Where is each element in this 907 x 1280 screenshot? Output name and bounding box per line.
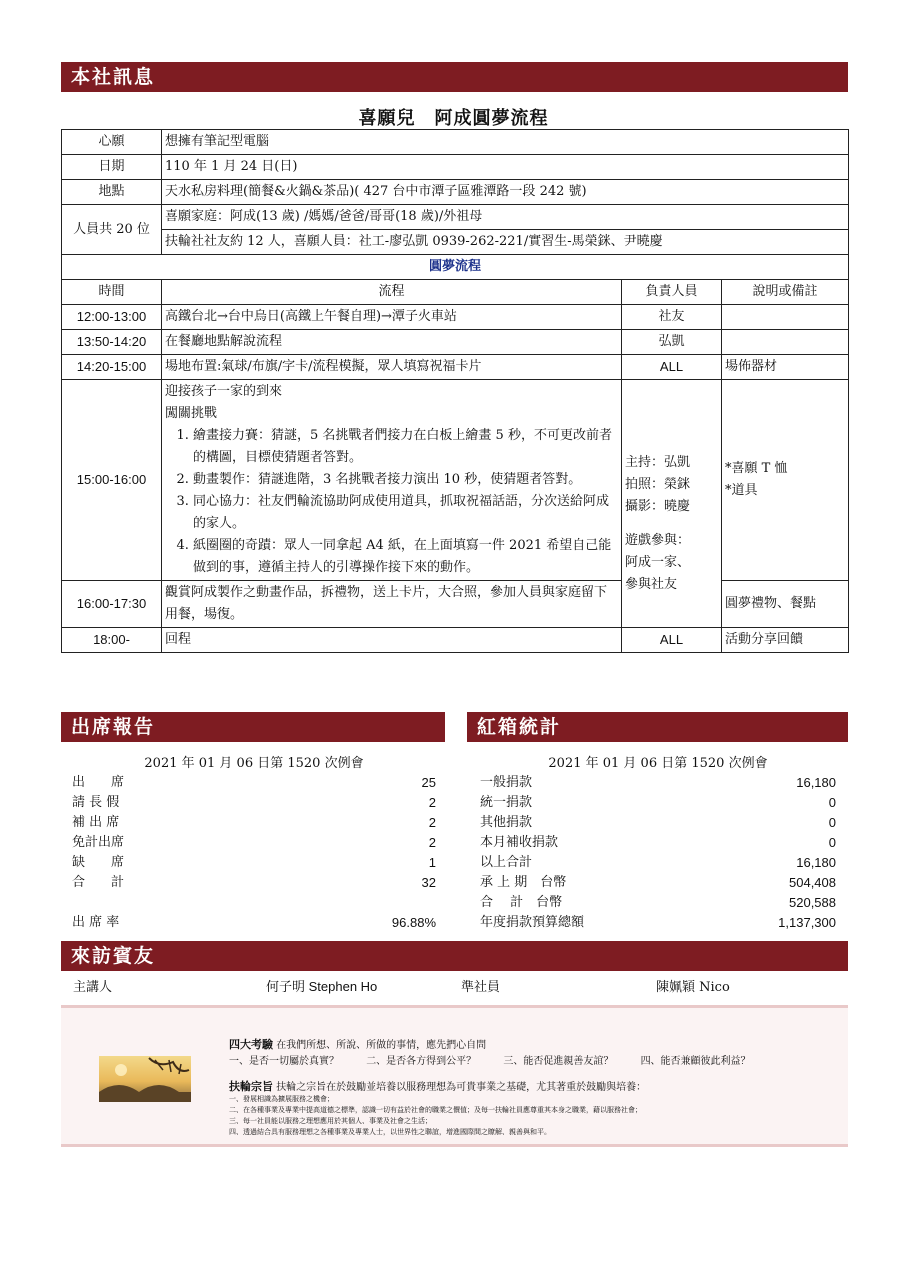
section-header-news: 本社訊息 xyxy=(61,62,848,92)
col-header-time: 時間 xyxy=(62,280,162,305)
member-name: 陳姵穎 Nico xyxy=(656,980,730,995)
table-row-main xyxy=(62,380,849,581)
list-item xyxy=(72,773,436,793)
stat-label: 免計出席 xyxy=(72,835,125,850)
section-header-attendance: 出席報告 xyxy=(61,712,445,742)
flow-intro: 闖關挑戰 xyxy=(165,406,218,421)
attendance-meeting: 2021 年 01 月 06 日第 1520 次例會 xyxy=(144,756,364,771)
table-row xyxy=(62,581,849,628)
row-time: 18:00- xyxy=(62,628,162,653)
person-line: 參與社友 xyxy=(625,577,678,592)
list-item: 3. 同心協力：社友們輪流協助阿成使用道具，抓取祝福話語，分次送給阿成的家人。 xyxy=(193,491,618,535)
stat-value: 16,180 xyxy=(796,775,836,790)
donation-meeting: 2021 年 01 月 06 日第 1520 次例會 xyxy=(548,756,768,771)
row-note-main xyxy=(722,380,849,581)
list-item: 4. 紙圈圈的奇蹟：眾人一同拿起 A4 紙，在上面填寫一件 2021 希望自己能做到的事，遵循主持人的引導操作接下來的動作。 xyxy=(193,535,618,579)
four-way-questions xyxy=(229,1052,775,1067)
challenge-list xyxy=(165,425,618,579)
row-time: 15:00-16:00 xyxy=(62,380,162,581)
stat-value: 2 xyxy=(428,835,436,850)
table-row xyxy=(62,330,849,355)
plan-table xyxy=(61,129,849,653)
list-item xyxy=(480,913,836,933)
stat-label: 以上合計 xyxy=(480,855,533,870)
stat-value: 16,180 xyxy=(796,855,836,870)
row-person: 社友 xyxy=(622,305,722,330)
object-intro: 扶輪之宗旨在於鼓勵並培養以服務理想為可貴事業之基礎，尤其著重於鼓勵與培養： xyxy=(276,1082,647,1093)
stat-value: 504,408 xyxy=(789,875,836,890)
row-person: 弘凱 xyxy=(622,330,722,355)
section-header-visitors: 來訪賓友 xyxy=(61,941,848,971)
people-staff: 扶輪社社友約 12 人，喜願人員：社工-廖弘凱 0939-262-221/實習生-馬榮銤、尹曉慶 xyxy=(162,230,849,255)
speaker-label: 主講人 xyxy=(73,980,113,995)
col-header-flow: 流程 xyxy=(162,280,622,305)
list-item: 一、發展相識為擴展服務之機會； xyxy=(229,1095,334,1103)
col-header-note: 說明或備註 xyxy=(722,280,849,305)
row-time: 13:50-14:20 xyxy=(62,330,162,355)
wish-label: 心願 xyxy=(62,130,162,155)
note-line: *喜願 T 恤 xyxy=(725,461,788,476)
list-item xyxy=(72,833,436,853)
stat-label: 出 席 率 xyxy=(72,915,120,930)
row-flow: 觀賞阿成製作之動畫作品，拆禮物，送上卡片，大合照，參加人員與家庭留下用餐，場復。 xyxy=(162,581,622,628)
list-item: 2. 動畫製作：猜謎進階，3 名挑戰者接力演出 10 秒，使猜題者答對。 xyxy=(193,469,618,491)
stat-value: 25 xyxy=(421,775,436,790)
stat-label: 年度捐款預算總額 xyxy=(480,915,585,930)
list-item xyxy=(72,853,436,873)
list-item xyxy=(480,813,836,833)
attendance-report xyxy=(72,752,436,933)
date-value: 110 年 1 月 24 日(日) xyxy=(162,155,849,180)
stat-value: 96.88% xyxy=(391,915,436,930)
people-label: 人員共 20 位 xyxy=(62,205,162,255)
stat-label: 一般捐款 xyxy=(480,775,533,790)
stat-value: 0 xyxy=(828,835,836,850)
list-item: 三、能否促進親善友誼？ xyxy=(503,1056,614,1067)
list-item: 三、每一社員能以服務之理想應用於其個人、事業及社會之生活； xyxy=(229,1117,432,1125)
row-person-main xyxy=(622,380,722,628)
row-note: 活動分享回饋 xyxy=(722,628,849,653)
flow-intro: 迎接孩子一家的到來 xyxy=(165,384,283,399)
person-line: 攝影：曉慶 xyxy=(625,499,691,514)
four-way-title: 四大考驗 xyxy=(229,1038,273,1051)
object-of-rotary xyxy=(229,1078,646,1094)
list-item: 二、是否各方得到公平？ xyxy=(366,1056,477,1067)
date-label: 日期 xyxy=(62,155,162,180)
stat-label: 其他捐款 xyxy=(480,815,533,830)
object-items xyxy=(229,1094,642,1138)
stat-label: 本月補收捐款 xyxy=(480,835,559,850)
row-flow: 回程 xyxy=(162,628,622,653)
row-flow: 場地布置:氣球/布旗/字卡/流程模擬，眾人填寫祝福卡片 xyxy=(162,355,622,380)
list-item xyxy=(480,873,836,893)
place-label: 地點 xyxy=(62,180,162,205)
four-way-test xyxy=(229,1036,486,1052)
stat-value: 2 xyxy=(428,795,436,810)
table-row xyxy=(62,305,849,330)
bridge-icon xyxy=(99,1056,191,1102)
people-family: 喜願家庭：阿成(13 歲) /媽媽/爸爸/哥哥(18 歲)/外祖母 xyxy=(162,205,849,230)
row-time: 16:00-17:30 xyxy=(62,581,162,628)
person-line: 阿成一家、 xyxy=(625,555,691,570)
list-item xyxy=(480,893,836,913)
person-line: 拍照：榮銤 xyxy=(625,477,691,492)
list-item: 1. 繪畫接力賽：猜謎，5 名挑戰者們接力在白板上繪畫 5 秒，不可更改前者的構圖，目標使猜題者答對。 xyxy=(193,425,618,469)
list-item xyxy=(480,793,836,813)
list-item: 四、透過結合具有服務理想之各種事業及專業人士，以世界性之聯誼，增進國際間之瞭解、親善與和平。 xyxy=(229,1128,551,1136)
table-row xyxy=(62,355,849,380)
row-flow-main xyxy=(162,380,622,581)
row-person: ALL xyxy=(622,355,722,380)
list-item: 一、是否一切屬於真實？ xyxy=(229,1056,339,1067)
table-row xyxy=(62,628,849,653)
attendance-rate xyxy=(72,913,436,933)
stat-value: 1 xyxy=(428,855,436,870)
row-note: 圓夢禮物、餐點 xyxy=(722,581,849,628)
stat-label: 缺 席 xyxy=(72,855,125,870)
stat-label: 合 計 xyxy=(72,875,125,890)
stat-label: 統一捐款 xyxy=(480,795,533,810)
row-person: ALL xyxy=(622,628,722,653)
stat-label: 補 出 席 xyxy=(72,815,120,830)
stat-label: 請 長 假 xyxy=(72,795,120,810)
stat-value: 0 xyxy=(828,795,836,810)
stat-value: 2 xyxy=(428,815,436,830)
stat-label: 出 席 xyxy=(72,775,125,790)
four-way-intro: 在我們所想、所說、所做的事情，應先捫心自問 xyxy=(276,1040,487,1051)
note-line: *道具 xyxy=(725,483,758,498)
visitors-row xyxy=(61,976,848,998)
speaker-name: 何子明 Stephen Ho xyxy=(266,979,378,994)
rotary-banner xyxy=(61,1005,848,1147)
list-item xyxy=(72,813,436,833)
list-item xyxy=(480,833,836,853)
plan-title: 喜願兒 阿成圓夢流程 xyxy=(358,108,549,129)
list-item xyxy=(480,773,836,793)
stat-value: 32 xyxy=(421,875,436,890)
wish-value: 想擁有筆記型電腦 xyxy=(162,130,849,155)
row-note xyxy=(722,305,849,330)
person-line: 主持：弘凱 xyxy=(625,455,691,470)
list-item xyxy=(72,793,436,813)
list-item: 二、在各種事業及專業中提高道德之標準，認識一切有益於社會的職業之價值；及每一扶輪社員應尊重其本身之職業，藉以服務社會； xyxy=(229,1106,642,1114)
list-item: 四、能否兼顧彼此利益？ xyxy=(640,1056,751,1067)
row-time: 14:20-15:00 xyxy=(62,355,162,380)
stat-label: 承 上 期 台幣 xyxy=(480,875,567,890)
row-flow: 在餐廳地點解說流程 xyxy=(162,330,622,355)
row-flow: 高鐵台北→台中烏日(高鐵上午餐自理)→潭子火車站 xyxy=(162,305,622,330)
landscape-image xyxy=(99,1056,191,1102)
list-item xyxy=(480,853,836,873)
flow-heading: 圓夢流程 xyxy=(62,255,849,280)
row-note: 場佈器材 xyxy=(722,355,849,380)
object-title: 扶輪宗旨 xyxy=(229,1080,273,1093)
row-time: 12:00-13:00 xyxy=(62,305,162,330)
person-line: 遊戲參與： xyxy=(625,533,691,548)
stat-label: 合 計 台幣 xyxy=(480,895,563,910)
stat-value: 1,137,300 xyxy=(778,915,836,930)
col-header-person: 負責人員 xyxy=(622,280,722,305)
donation-report xyxy=(480,752,836,933)
row-note xyxy=(722,330,849,355)
stat-value: 0 xyxy=(828,815,836,830)
list-item xyxy=(72,873,436,893)
stat-value: 520,588 xyxy=(789,895,836,910)
member-label: 準社員 xyxy=(461,980,501,995)
section-header-donations: 紅箱統計 xyxy=(467,712,848,742)
place-value: 天水私房料理(簡餐&火鍋&茶品)( 427 台中市潭子區雅潭路一段 242 號) xyxy=(162,180,849,205)
